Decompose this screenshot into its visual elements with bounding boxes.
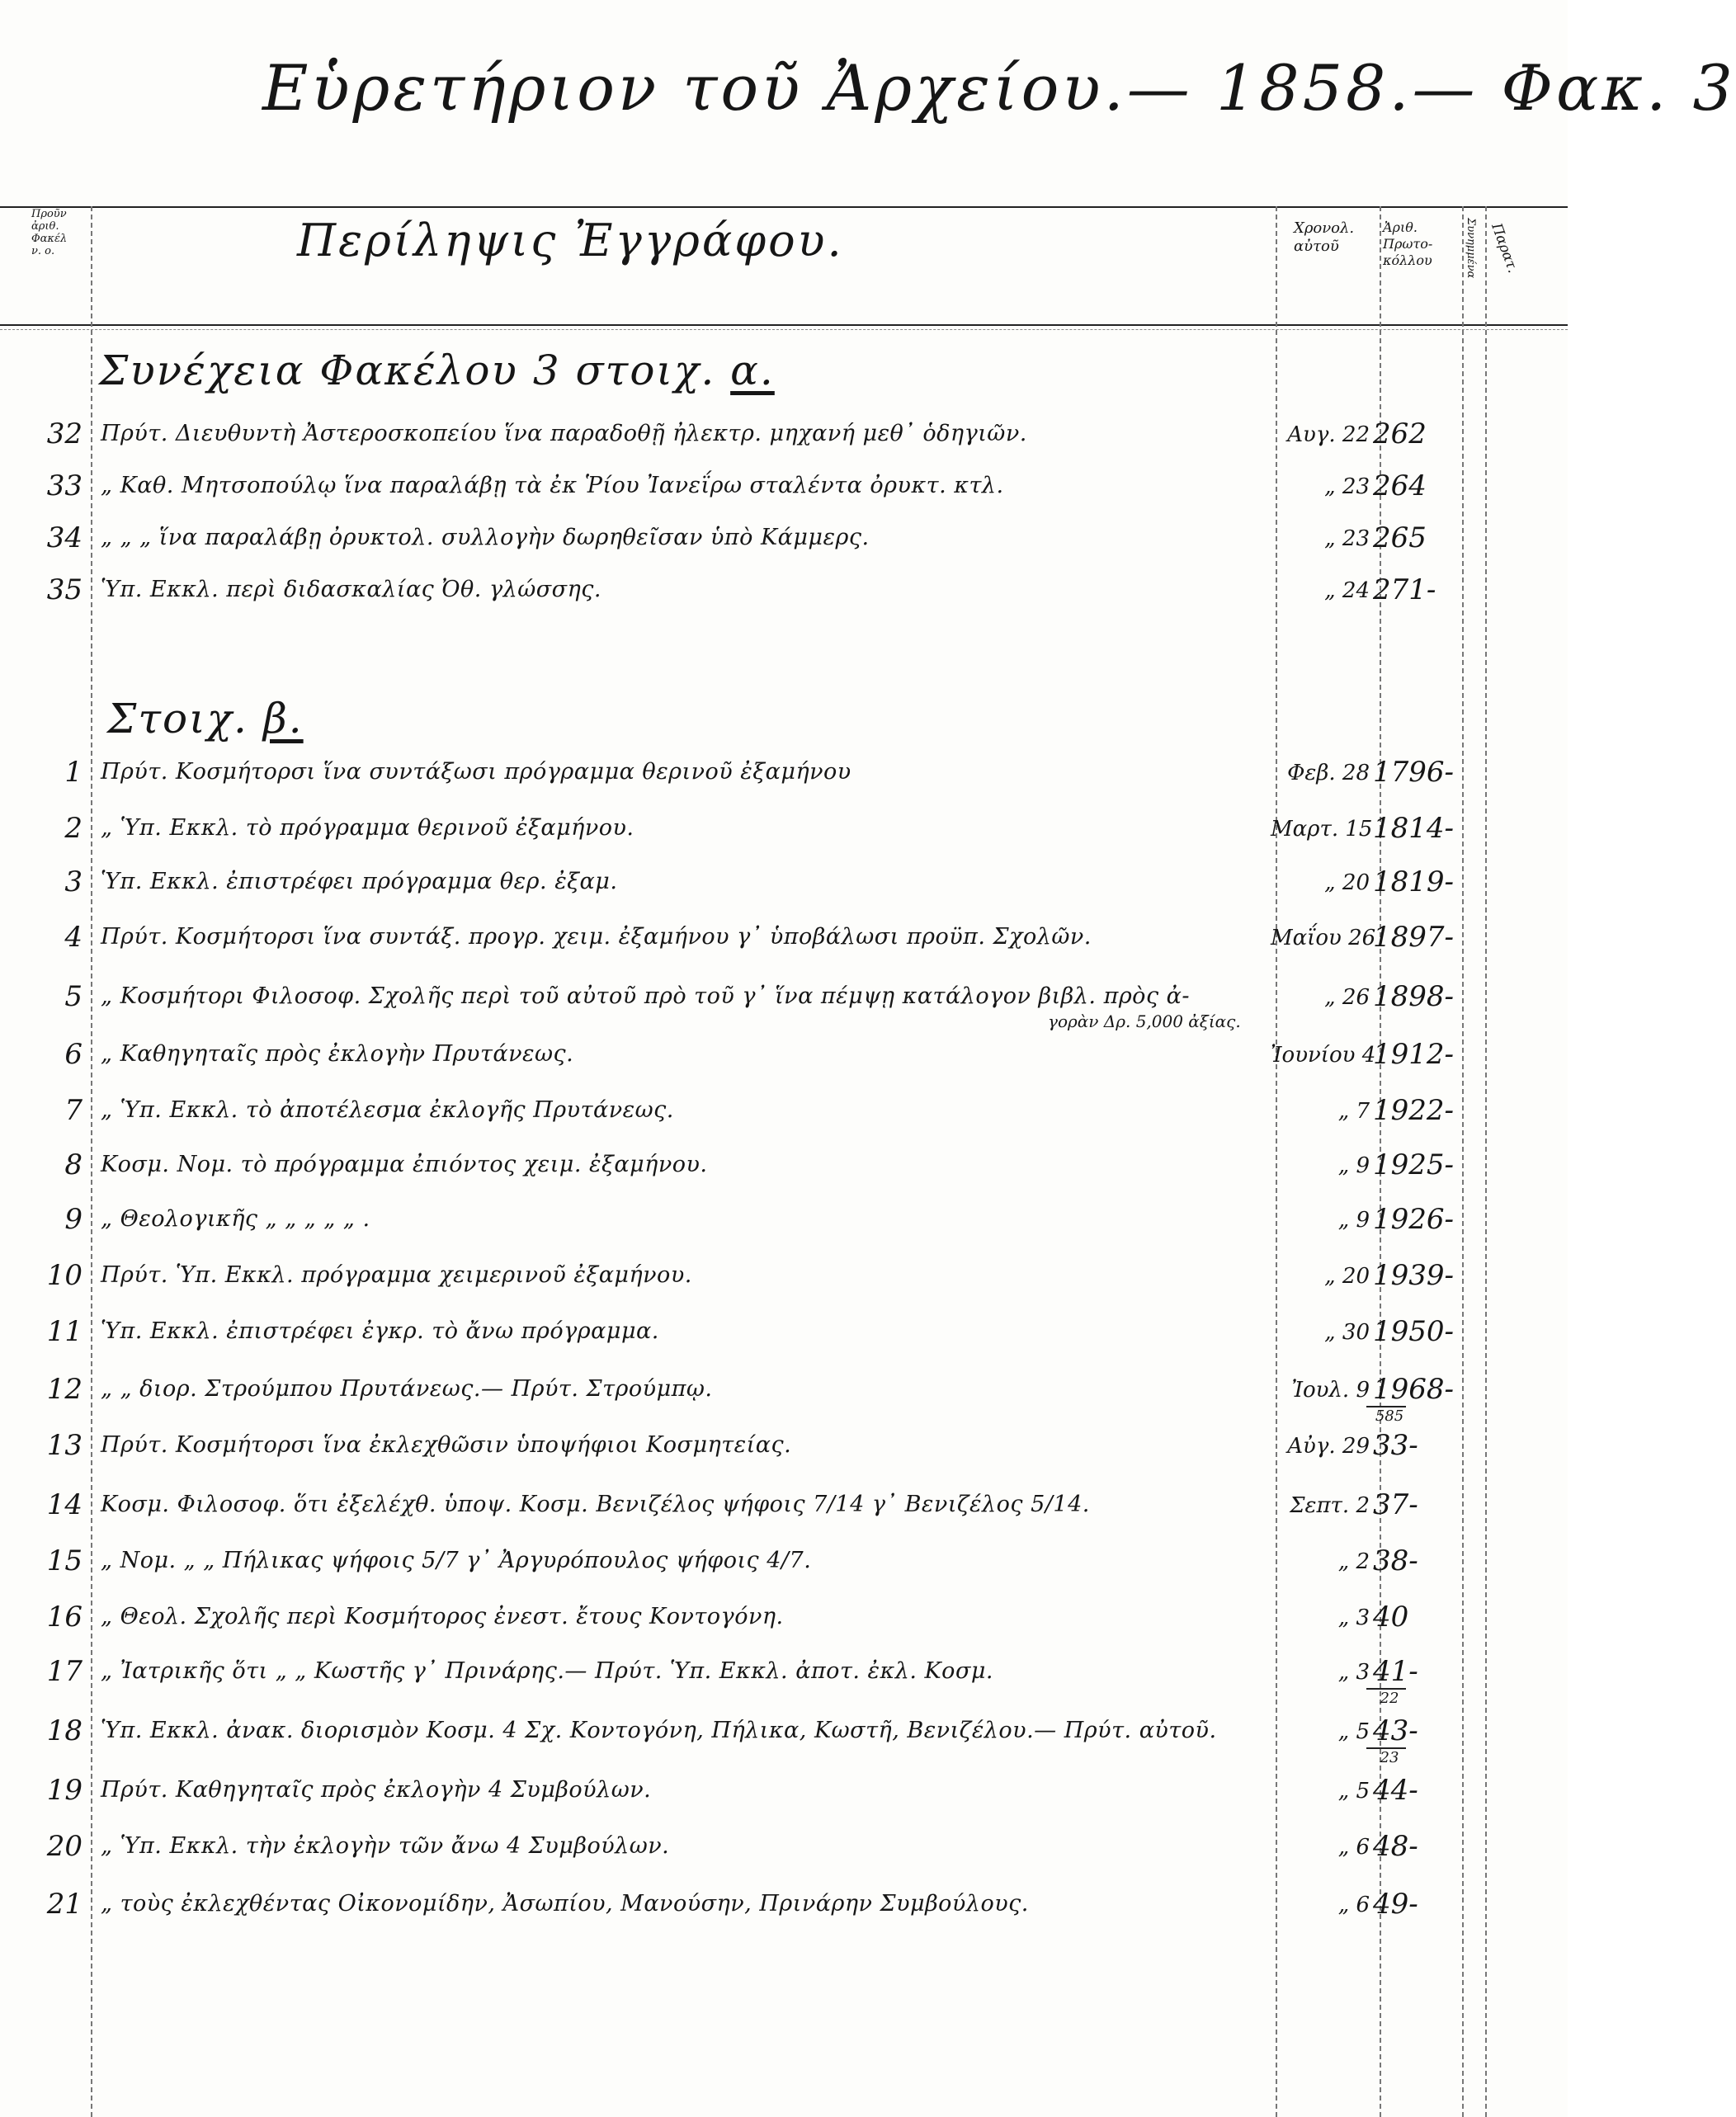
column-divider xyxy=(91,206,92,2117)
entry-description: „ „ „ ἵνα παραλάβῃ ὀρυκτολ. συλλογὴν δωρηθεῖσαν ὑπὸ Κάμμερς. xyxy=(101,525,870,550)
entry-description: Πρύτ. Κοσμήτορσι ἵνα ἐκλεχθῶσιν ὑποψήφιοι Κοσμητείας. xyxy=(101,1432,792,1458)
entry-number: 7 xyxy=(64,1094,83,1127)
entry-description: „ Καθηγηταῖς πρὸς ἐκλογὴν Πρυτάνεως. xyxy=(101,1041,574,1067)
entry-date: „ 20 xyxy=(1324,1264,1370,1289)
col-header-remarks: Παρατ. xyxy=(1488,221,1521,276)
col-header-line: αὐτοῦ xyxy=(1294,238,1339,255)
entry-description: Ὑπ. Εκκλ. ἐπιστρέφει πρόγραμμα θερ. ἐξαμ. xyxy=(101,869,618,894)
entry-protocol-number: 1814- xyxy=(1373,812,1455,845)
entry-protocol-number: 271- xyxy=(1373,573,1436,606)
entry-description: „ „ διορ. Στρούμπου Πρυτάνεως.— Πρύτ. Στρούμπῳ. xyxy=(101,1376,713,1402)
entry-protocol-number: 38- xyxy=(1373,1544,1418,1577)
col-header-line: ἀριθ. xyxy=(31,220,59,233)
entry-description: „ Ἰατρικῆς ὅτι „ „ Κωστῆς γ᾽ Πρινάρης.— Πρύτ. Ὑπ. Εκκλ. ἀποτ. ἐκλ. Κοσμ. xyxy=(101,1658,993,1684)
entry-number: 16 xyxy=(46,1601,83,1634)
entry-protocol-number: 40 xyxy=(1373,1601,1409,1634)
entry-date: „ 9 xyxy=(1337,1208,1370,1233)
entry-number: 11 xyxy=(46,1315,83,1348)
entry-date: „ 26 xyxy=(1324,985,1370,1010)
entry-protocol-number: 1925- xyxy=(1373,1148,1455,1181)
entry-date: „ 6 xyxy=(1337,1893,1370,1917)
entry-number: 15 xyxy=(46,1544,83,1577)
entry-protocol-subnumber: 23 xyxy=(1380,1749,1399,1766)
entry-description: „ Κοσμήτορι Φιλοσοφ. Σχολῆς περὶ τοῦ αὐτοῦ πρὸ τοῦ γ᾽ ἵνα πέμψῃ κατάλογον βιβλ. πρὸς ἀ- xyxy=(101,983,1191,1009)
entry-description: „ τοὺς ἐκλεχθέντας Οἰκονομίδην, Ἀσωπίου, Μανούσην, Πρινάρην Συμβούλους. xyxy=(101,1891,1029,1917)
entry-protocol-number: 37- xyxy=(1373,1488,1418,1521)
section-heading-text: Στοιχ. xyxy=(107,695,263,743)
column-divider xyxy=(1462,206,1464,2117)
entry-date: Μαΐου 26 xyxy=(1271,926,1376,950)
entry-number: 18 xyxy=(46,1714,83,1747)
entry-protocol-number: 262 xyxy=(1373,417,1427,450)
entry-date: „ 23 xyxy=(1324,526,1370,551)
entry-protocol-number: 265 xyxy=(1373,521,1427,554)
entry-protocol-number: 1796- xyxy=(1373,756,1455,789)
entry-number: 4 xyxy=(64,921,83,954)
entry-date: „ 3 xyxy=(1337,1605,1370,1630)
entry-date: „ 2 xyxy=(1337,1549,1370,1574)
entry-number: 8 xyxy=(64,1148,83,1181)
entry-date: „ 5 xyxy=(1337,1779,1370,1803)
entry-number: 5 xyxy=(64,980,83,1013)
entry-number: 1 xyxy=(64,756,83,789)
entry-number: 33 xyxy=(46,469,83,502)
entry-date: „ 7 xyxy=(1337,1099,1370,1124)
entry-number: 9 xyxy=(64,1203,83,1236)
entry-date: „ 24 xyxy=(1324,578,1370,603)
header-bottom-rule xyxy=(0,324,1568,326)
col-header-line: ν. ο. xyxy=(31,245,55,257)
entry-description: „ Νομ. „ „ Πήλικας ψήφοις 5/7 γ᾽ Ἀργυρόπουλος ψήφοις 4/7. xyxy=(101,1548,812,1573)
entry-date: „ 9 xyxy=(1337,1153,1370,1178)
entry-description-continued: γορὰν Δρ. 5,000 ἀξίας. xyxy=(1048,1011,1241,1031)
section-heading-text: Συνέχεια Φακέλου 3 στοιχ. xyxy=(99,347,731,394)
col-header-line: Ἀριθ. xyxy=(1383,219,1418,235)
entry-date: Μαρτ. 15 xyxy=(1271,817,1373,842)
entry-date: „ 23 xyxy=(1324,474,1370,499)
entry-protocol-number: 1819- xyxy=(1373,865,1455,898)
section-heading-letter: α. xyxy=(730,347,775,394)
entry-number: 6 xyxy=(64,1038,83,1071)
entry-description: „ Ὑπ. Εκκλ. τὸ πρόγραμμα θερινοῦ ἐξαμήνου. xyxy=(101,815,634,841)
col-header-description: Περίληψις Ἐγγράφου. xyxy=(297,215,844,266)
entry-number: 3 xyxy=(64,865,83,898)
entry-protocol-number: 1922- xyxy=(1373,1094,1455,1127)
entry-description: „ Θεολογικῆς „ „ „ „ „ . xyxy=(101,1206,370,1232)
entry-number: 34 xyxy=(46,521,83,554)
page-title: Εὑρετήριον τοῦ Ἀρχείου.— 1858.— Φακ. 3 xyxy=(262,51,1736,125)
entry-date: „ 5 xyxy=(1337,1719,1370,1744)
entry-protocol-number: 1939- xyxy=(1373,1259,1455,1292)
header-top-rule xyxy=(0,206,1568,208)
entry-number: 13 xyxy=(46,1429,83,1462)
col-header-date xyxy=(1294,219,1354,256)
entry-number: 32 xyxy=(46,417,83,450)
entry-number: 19 xyxy=(46,1774,83,1807)
entry-date: „ 3 xyxy=(1337,1660,1370,1685)
entry-description: „ Ὑπ. Εκκλ. τὴν ἐκλογὴν τῶν ἄνω 4 Συμβούλων. xyxy=(101,1833,670,1859)
col-header-line: κόλλου xyxy=(1383,252,1432,268)
entry-description: Πρύτ. Κοσμήτορσι ἵνα συντάξ. προγρ. χειμ. ἐξαμήνου γ᾽ ὑποβάλωσι προϋπ. Σχολῶν. xyxy=(101,924,1092,950)
col-header-line: Φακέλ xyxy=(31,233,68,245)
entry-date: Φεβ. 28 xyxy=(1287,761,1370,785)
entry-description: Πρύτ. Κοσμήτορσι ἵνα συντάξωσι πρόγραμμα θερινοῦ ἐξαμήνου xyxy=(101,759,851,785)
entry-date: Ἰουνίου 4 xyxy=(1271,1043,1376,1068)
col-header-line: Προῦν xyxy=(31,208,67,220)
col-header-line: Πρωτο- xyxy=(1383,236,1433,252)
col-header-protocol xyxy=(1383,219,1432,269)
entry-protocol-number: 33- xyxy=(1373,1429,1418,1462)
column-divider xyxy=(1485,206,1487,2117)
entry-protocol-number: 1968- xyxy=(1373,1373,1455,1406)
entry-description: Ὑπ. Εκκλ. ἀνακ. διορισμὸν Κοσμ. 4 Σχ. Κοντογόνη, Πήλικα, Κωστῆ, Βενιζέλου.— Πρύτ. αὐτοῦ. xyxy=(101,1718,1217,1743)
entry-description: Πρύτ. Διευθυντὴ Ἀστεροσκοπείου ἵνα παραδοθῇ ἠλεκτρ. μηχανή μεθ᾽ ὁδηγιῶν. xyxy=(101,421,1027,446)
section-heading-a xyxy=(99,347,775,394)
entry-number: 21 xyxy=(46,1888,83,1921)
section-heading-b xyxy=(107,695,304,743)
entry-number: 12 xyxy=(46,1373,83,1406)
entry-date: „ 6 xyxy=(1337,1835,1370,1860)
header-dashed-rule xyxy=(0,329,1568,330)
entry-number: 17 xyxy=(46,1655,83,1688)
entry-protocol-number: 48- xyxy=(1373,1830,1418,1863)
entry-date: „ 30 xyxy=(1324,1320,1370,1345)
entry-protocol-number: 41- xyxy=(1373,1655,1418,1688)
entry-description: Κοσμ. Νομ. τὸ πρόγραμμα ἐπιόντος χειμ. ἐξαμήνου. xyxy=(101,1152,708,1177)
entry-description: „ Ὑπ. Εκκλ. τὸ ἀποτέλεσμα ἐκλογῆς Πρυτάνεως. xyxy=(101,1097,674,1123)
entry-date: Σεπτ. 2 xyxy=(1290,1493,1370,1518)
entry-description: Ὑπ. Εκκλ. περὶ διδασκαλίας Ὀθ. γλώσσης. xyxy=(101,577,601,602)
entry-number: 20 xyxy=(46,1830,83,1863)
entry-date: „ 20 xyxy=(1324,870,1370,895)
entry-description: Κοσμ. Φιλοσοφ. ὅτι ἐξελέχθ. ὑποψ. Κοσμ. Βενιζέλος ψήφοις 7/14 γ᾽ Βενιζέλος 5/14. xyxy=(101,1492,1090,1517)
entry-description: Πρύτ. Ὑπ. Εκκλ. πρόγραμμα χειμερινοῦ ἐξαμήνου. xyxy=(101,1262,692,1288)
col-header-line: Χρονολ. xyxy=(1294,219,1355,237)
section-heading-letter: β. xyxy=(262,695,304,743)
entry-description: Ὑπ. Εκκλ. ἐπιστρέφει ἐγκρ. τὸ ἄνω πρόγραμμα. xyxy=(101,1318,659,1344)
col-header-protocol-no xyxy=(31,208,67,257)
entry-protocol-number: 1912- xyxy=(1373,1038,1455,1071)
entry-protocol-number: 264 xyxy=(1373,469,1427,502)
entry-protocol-number: 49- xyxy=(1373,1888,1418,1921)
entry-protocol-number: 1926- xyxy=(1373,1203,1455,1236)
entry-protocol-number: 44- xyxy=(1373,1774,1418,1807)
entry-description: Πρύτ. Καθηγηταῖς πρὸς ἐκλογὴν 4 Συμβούλων. xyxy=(101,1777,652,1803)
entry-protocol-number: 43- xyxy=(1373,1714,1418,1747)
entry-date: Αὐγ. 29 xyxy=(1287,1434,1370,1459)
entry-description: „ Θεολ. Σχολῆς περὶ Κοσμήτορος ἐνεστ. ἔτους Κοντογόνη. xyxy=(101,1604,784,1629)
entry-protocol-subnumber: 585 xyxy=(1375,1407,1404,1425)
entry-protocol-number: 1897- xyxy=(1373,921,1455,954)
entry-number: 14 xyxy=(46,1488,83,1521)
entry-number: 2 xyxy=(64,812,83,845)
entry-date: Ἰουλ. 9 xyxy=(1291,1378,1370,1403)
entry-date: Αυγ. 22 xyxy=(1287,422,1370,447)
col-header-attachments: Συνημμένα xyxy=(1465,218,1477,279)
entry-protocol-number: 1950- xyxy=(1373,1315,1455,1348)
entry-protocol-subnumber: 22 xyxy=(1380,1690,1399,1707)
entry-description: „ Καθ. Μητσοπούλῳ ἵνα παραλάβῃ τὰ ἐκ Ῥίου Ἰανεΐρω σταλέντα ὀρυκτ. κτλ. xyxy=(101,473,1004,498)
entry-protocol-number: 1898- xyxy=(1373,980,1455,1013)
entry-number: 35 xyxy=(46,573,83,606)
entry-number: 10 xyxy=(46,1259,83,1292)
